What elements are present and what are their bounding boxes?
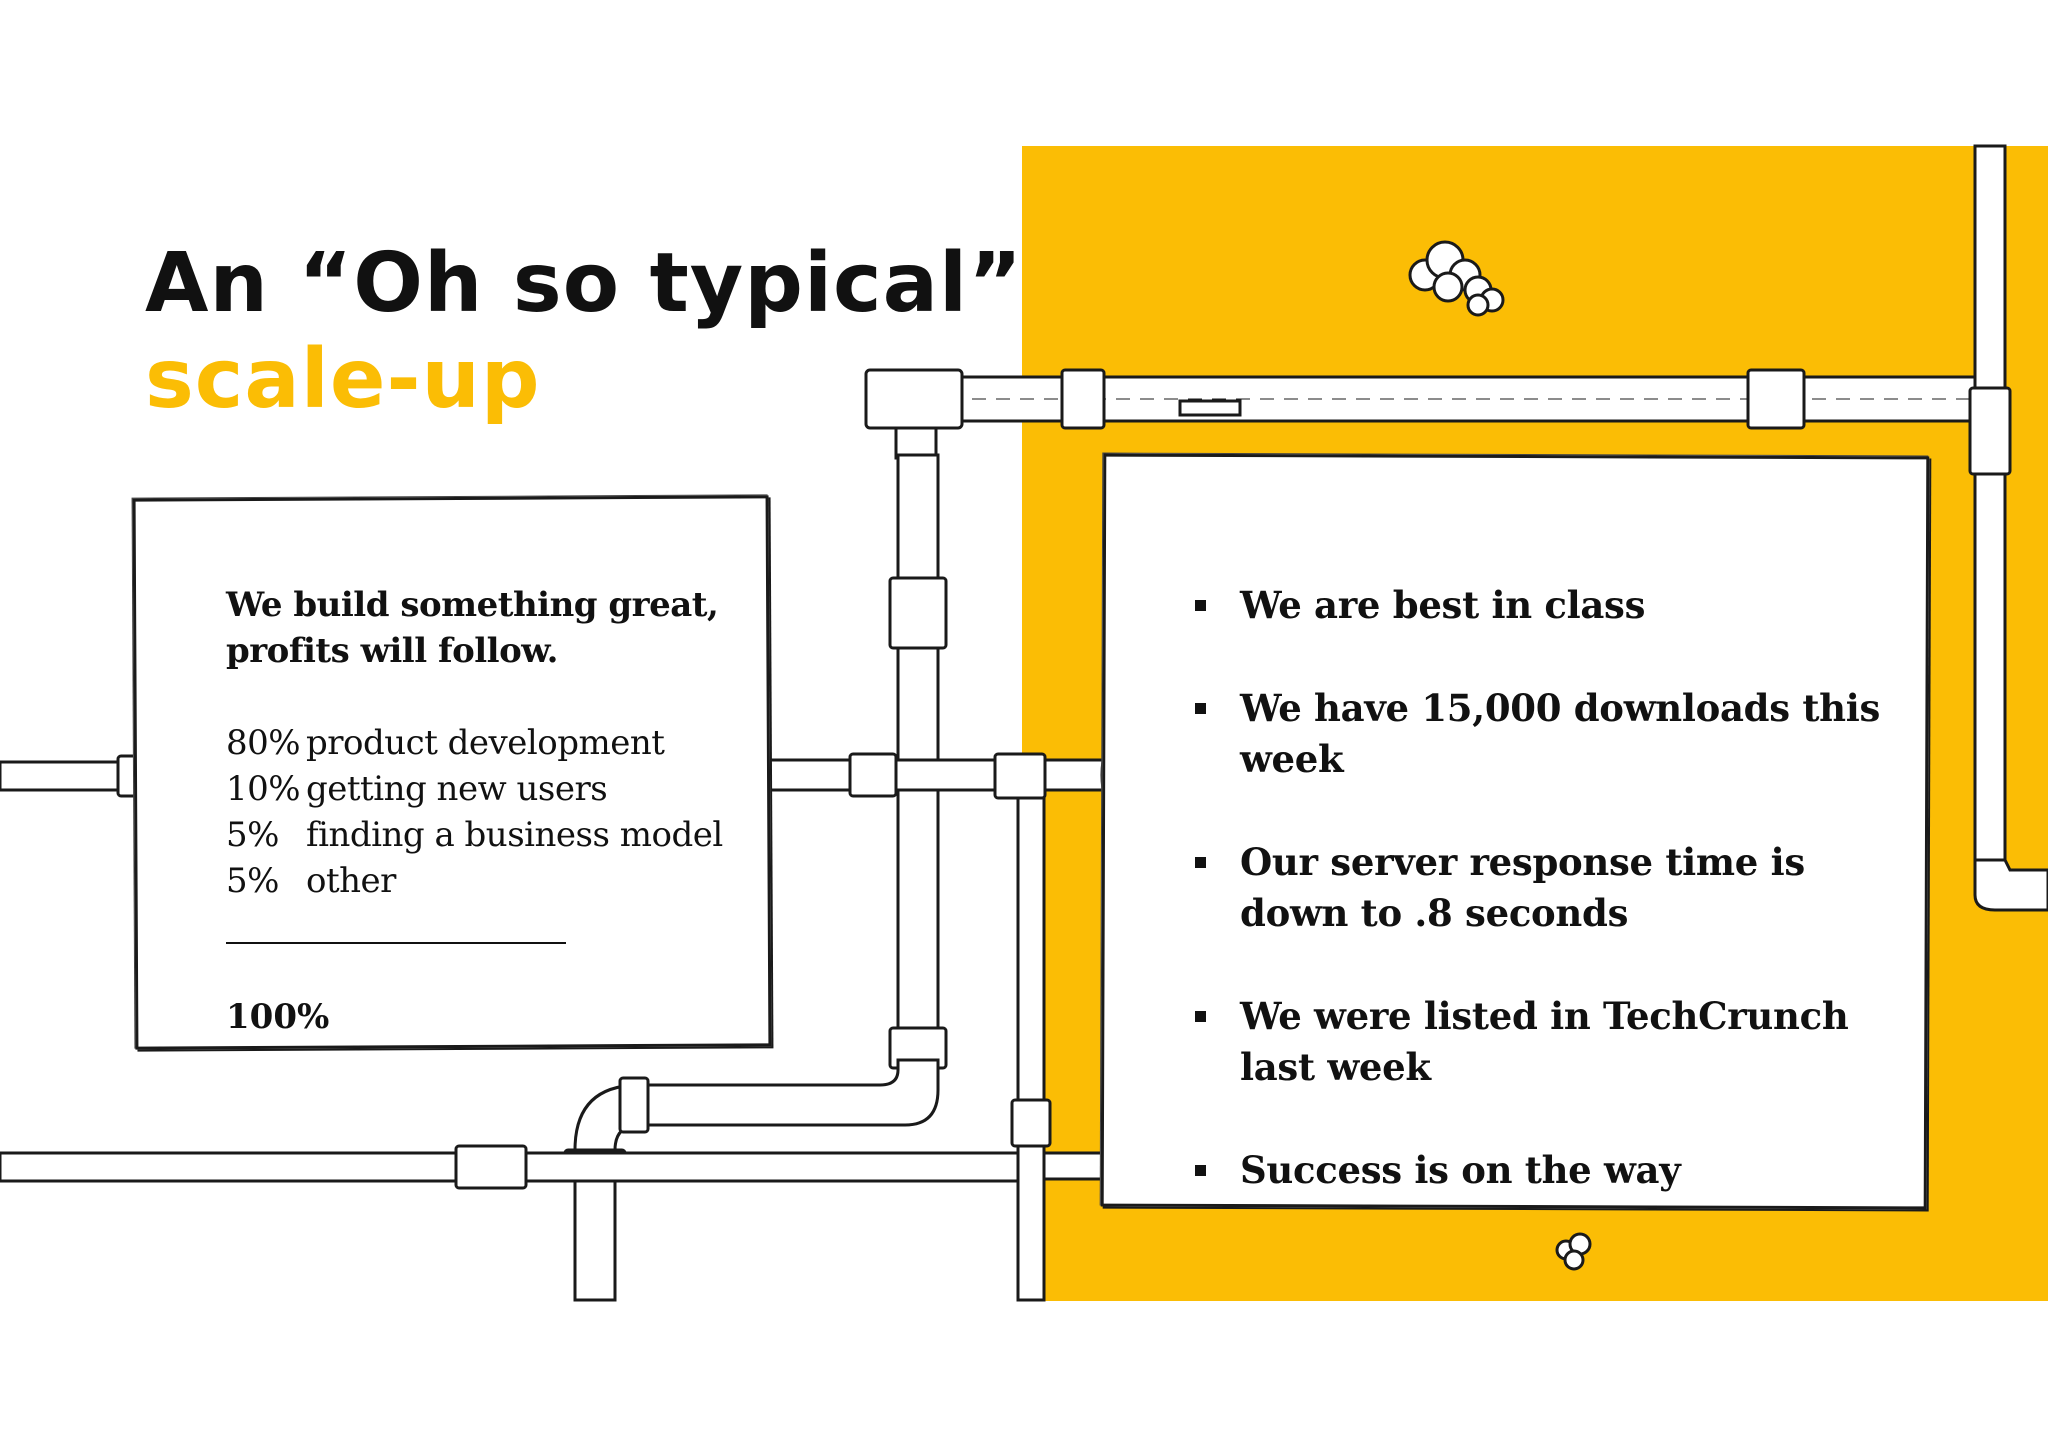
allocation-percent: 5% (226, 815, 279, 855)
steam-puff-icon (1557, 1234, 1590, 1269)
bullet-square-icon (1195, 857, 1206, 868)
allocation-percent: 10% (226, 769, 301, 809)
bullet-square-icon (1195, 1165, 1206, 1176)
sum-divider (226, 942, 566, 944)
claim-text: Our server response time is down to .8 seconds (1240, 840, 1805, 935)
slide-title (145, 236, 1023, 428)
allocation-total: 100% (226, 997, 330, 1037)
claim-item (1195, 991, 1895, 1093)
claim-text: We are best in class (1240, 583, 1646, 627)
allocation-percent: 5% (226, 861, 279, 901)
allocation-list (226, 720, 746, 904)
allocation-label: finding a business model (306, 815, 723, 855)
pipe-middle-horizontal (760, 760, 1105, 790)
pipe-right-box-vertical (1018, 780, 1044, 1300)
lead-statement: We build something great, profits will follow. (226, 585, 719, 671)
pipe-coupling (1748, 370, 1804, 428)
claim-item (1195, 580, 1895, 631)
claim-text: We were listed in TechCrunch last week (1240, 994, 1849, 1089)
title-line-1: An “Oh so typical” (145, 236, 1023, 331)
title-line-2: scale-up (145, 332, 541, 427)
claims-list (1195, 580, 1895, 1196)
pipe-elbow-right (1975, 860, 2048, 910)
bullet-square-icon (1195, 703, 1206, 714)
claim-item (1195, 837, 1895, 939)
steam-puff-icon (1410, 242, 1503, 315)
bullet-square-icon (1195, 1011, 1206, 1022)
pipe-lower-elbow (640, 1060, 938, 1125)
allocation-item (226, 858, 746, 904)
allocation-label: other (306, 861, 396, 901)
allocation-item (226, 766, 746, 812)
allocation-label: getting new users (306, 769, 608, 809)
allocation-item (226, 812, 746, 858)
budget-allocation (226, 582, 746, 1040)
claim-item (1195, 1145, 1895, 1196)
claims-list-container (1195, 580, 1895, 1196)
pipe-left-horizontal (0, 762, 125, 790)
allocation-percent: 80% (226, 723, 301, 763)
pipe-center-vertical (898, 455, 938, 1055)
allocation-label: product development (306, 723, 665, 763)
claim-item (1195, 683, 1895, 785)
claim-text: We have 15,000 downloads this week (1240, 686, 1881, 781)
pipe-coupling (1062, 370, 1104, 428)
bullet-square-icon (1195, 600, 1206, 611)
pipe-right-vertical (1975, 146, 2005, 866)
allocation-item (226, 720, 746, 766)
claim-text: Success is on the way (1240, 1148, 1681, 1192)
